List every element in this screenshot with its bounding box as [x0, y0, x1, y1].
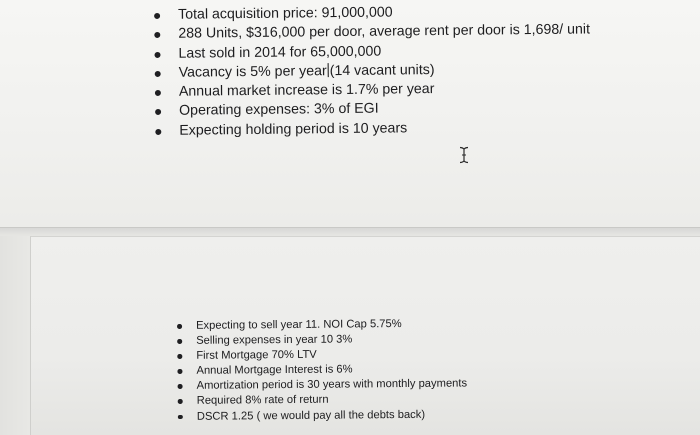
bullet-icon — [155, 71, 161, 77]
list-item-text: Selling expenses in year 10 3% — [196, 333, 353, 347]
panel-divider — [0, 228, 700, 236]
bullet-icon — [178, 384, 183, 389]
list-item — [153, 117, 591, 141]
list-item-text: Last sold in 2014 for 65,000,000 — [178, 43, 382, 62]
list-item-text: Annual market increase is 1.7% per year — [178, 81, 435, 100]
left-margin — [0, 236, 30, 435]
list-item-text: Expecting holding period is 10 years — [179, 120, 408, 139]
acquisition-details-list — [152, 1, 591, 141]
list-item-text: 288 Units, $316,000 per door, average rent per door is 1,698/ unit — [178, 21, 591, 43]
list-item-text: Amortization period is 30 years with monthly payments — [196, 377, 468, 393]
bullet-icon — [178, 414, 183, 419]
list-item-text: DSCR 1.25 ( we would pay all the debts back) — [196, 408, 426, 423]
bullet-icon — [155, 109, 161, 115]
list-item-text: Required 8% rate of return — [196, 394, 329, 408]
text-caret — [328, 63, 329, 77]
bullet-icon — [177, 324, 182, 329]
ibeam-cursor-icon — [458, 146, 470, 164]
list-item-text: First Mortgage 70% LTV — [196, 348, 317, 362]
list-item — [175, 407, 468, 425]
bullet-icon — [155, 129, 161, 135]
list-item-text: Operating expenses: 3% of EGI — [179, 101, 379, 120]
bullet-icon — [154, 32, 160, 38]
bullet-icon — [177, 354, 182, 359]
list-item-text: Annual Mortgage Interest is 6% — [196, 363, 353, 378]
bullet-icon — [155, 90, 161, 96]
financing-assumptions-list — [174, 316, 467, 424]
bullet-icon — [178, 399, 183, 404]
bullet-icon — [177, 369, 182, 374]
vacancy-text-before-caret[interactable]: Vacancy is 5% per year — [178, 63, 327, 81]
vacancy-text-after-caret[interactable]: (14 vacant units) — [329, 61, 435, 80]
list-item-text: Expecting to sell year 11. NOI Cap 5.75% — [196, 318, 402, 332]
bullet-icon — [177, 339, 182, 344]
list-item-text: Total acquisition price: 91,000,000 — [178, 4, 393, 23]
bullet-icon — [154, 52, 160, 58]
bullet-icon — [154, 13, 160, 19]
